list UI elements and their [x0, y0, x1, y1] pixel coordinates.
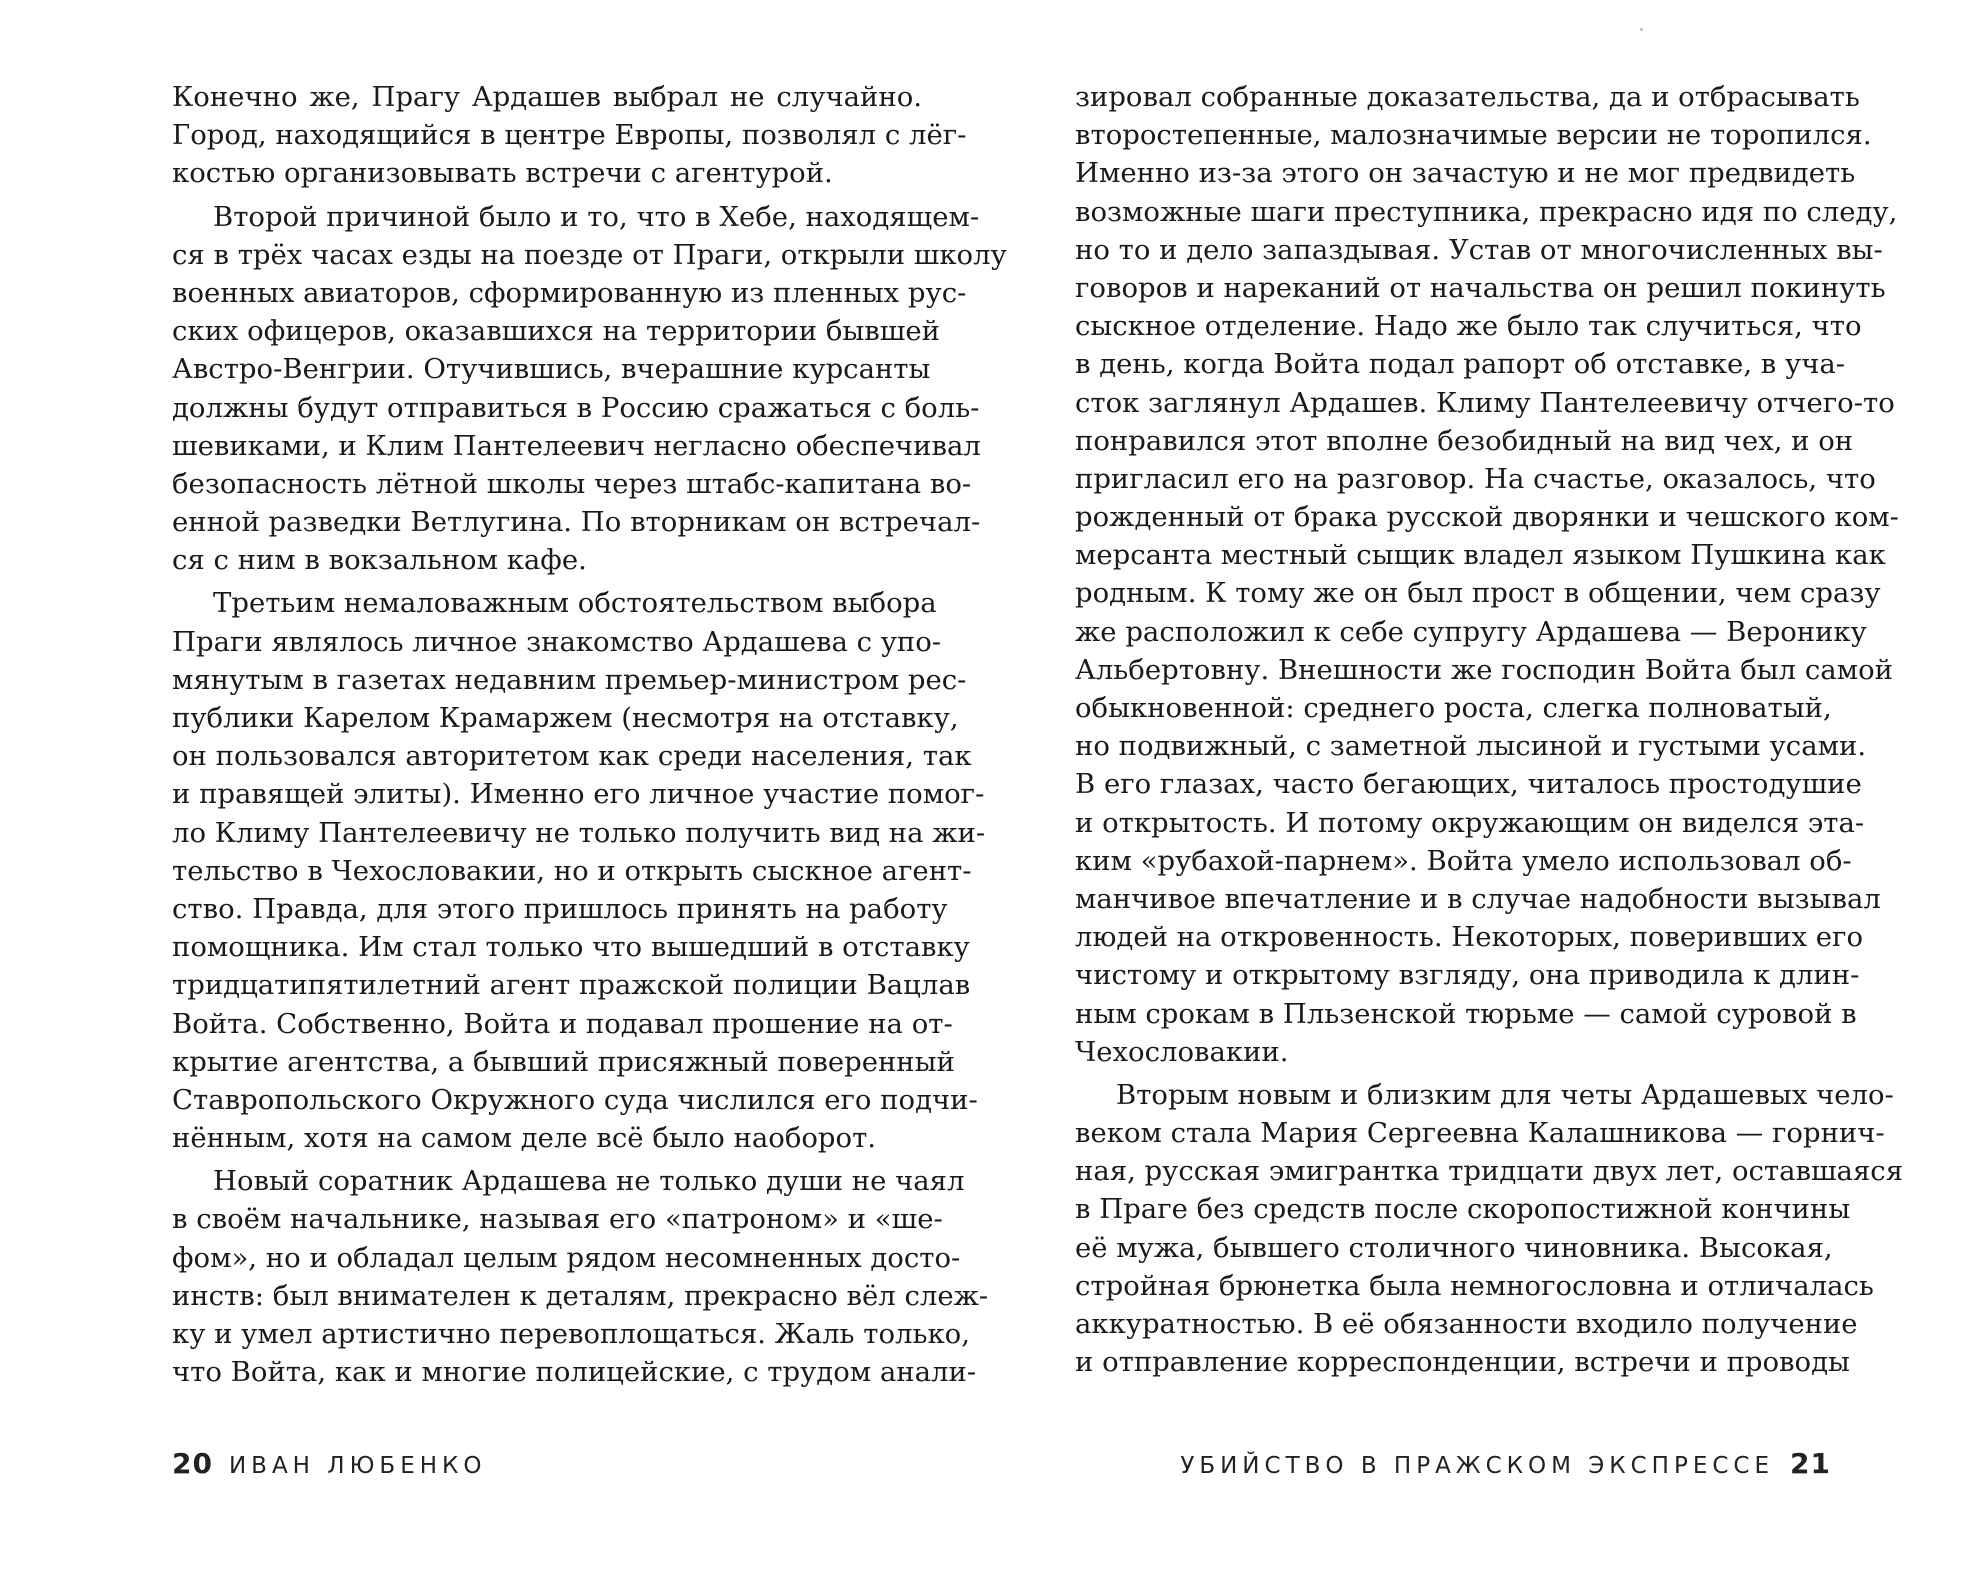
text-line: помощника. Им стал только что вышедший в отставку [172, 931, 970, 964]
text-line: Город, находящийся в центре Европы, позволял с лёг- [172, 119, 967, 152]
text-line: её мужа, бывшего столичного чиновника. Высокая, [1075, 1231, 1833, 1264]
left-page-footer [172, 1447, 486, 1480]
text-line: ная, русская эмигрантка тридцати двух лет, оставшаяся [1075, 1155, 1904, 1188]
text-line: шевиками, и Клим Пантелеевич негласно обеспечивал [172, 429, 981, 462]
text-line: что Войта, как и многие полицейские, с трудом анали- [172, 1356, 977, 1389]
text-line: должны будут отправиться в Россию сражаться с боль- [172, 391, 980, 424]
text-line: сыскное отделение. Надо же было так случиться, что [1075, 310, 1862, 343]
text-line: ким «рубахой-парнем». Войта умело использовал об- [1075, 844, 1852, 877]
text-line: ство. Правда, для этого пришлось принять на работу [172, 892, 948, 925]
text-line: Третьим немаловажным обстоятельством выбора [213, 587, 937, 620]
scan-speck [1640, 28, 1643, 31]
text-line: Новый соратник Ардашева не только души не чаял [213, 1165, 965, 1198]
text-line: людей на откровенность. Некоторых, поверивших его [1075, 921, 1864, 954]
text-line: понравился этот вполне безобидный на вид чех, и он [1075, 424, 1854, 457]
text-line: ских офицеров, оказавшихся на территории бывшей [172, 315, 940, 348]
text-line: крытие агентства, а бывший присяжный поверенный [172, 1045, 955, 1078]
text-line: стройная брюнетка была немногословна и отличалась [1075, 1269, 1874, 1302]
text-line: зировал собранные доказательства, да и отбрасывать [1075, 81, 1860, 113]
text-line: костью организовывать встречи с агентурой. [172, 157, 833, 190]
right-page-text [1075, 78, 1904, 1381]
text-line: Конечно же, Прагу Ардашев выбрал не случайно. [172, 81, 922, 113]
text-line: Альбертовну. Внешности же господин Войта был самой [1075, 653, 1893, 686]
text-line: ся в трёх часах езды на поезде от Праги, открыли школу [172, 238, 1007, 271]
page-number: 21 [1790, 1447, 1831, 1480]
text-line: нённым, хотя на самом деле всё было наоборот. [172, 1122, 877, 1155]
text-line: но подвижный, с заметной лысиной и густыми усами. [1075, 730, 1867, 763]
text-line: и отправление корреспонденции, встречи и проводы [1075, 1346, 1850, 1379]
text-line: и правящей элиты). Именно его личное участие помог- [172, 778, 985, 811]
text-line: мерсанта местный сыщик владел языком Пушкина как [1075, 539, 1886, 572]
text-line: Войта. Собственно, Войта и подавал прошение на от- [172, 1007, 953, 1040]
text-line: фом», но и обладал целым рядом несомненных досто- [172, 1241, 961, 1274]
text-line: Чехословакии. [1075, 1035, 1289, 1068]
text-line: енной разведки Ветлугина. По вторникам он встречал- [172, 506, 981, 539]
text-line: Ставропольского Окружного суда числился его подчи- [172, 1083, 978, 1116]
text-line: в Праге без средств после скоропостижной кончины [1075, 1193, 1851, 1226]
text-line: второстепенные, малозначимые версии не торопился. [1075, 119, 1872, 152]
text-line: родным. К тому же он был прост в общении, чем сразу [1075, 577, 1881, 610]
text-line: военных авиаторов, сформированную из пленных рус- [172, 276, 967, 309]
text-line: сток заглянул Ардашев. Климу Пантелеевичу отчего-то [1075, 386, 1895, 419]
text-line: ся с ним в вокзальном кафе. [172, 544, 587, 577]
text-line: и открытость. И потому окружающим он виделся эта- [1075, 806, 1865, 839]
text-line: рожденный от брака русской дворянки и чешского ком- [1075, 501, 1899, 534]
author-name: ИВАН ЛЮБЕНКО [228, 1453, 487, 1479]
text-line: манчивое впечатление и в случае надобности вызывал [1075, 882, 1881, 915]
left-page-text [172, 78, 1007, 1391]
text-line: мянутым в газетах недавним премьер-министром рес- [172, 663, 967, 696]
text-line: В его глазах, часто бегающих, читалось простодушие [1075, 768, 1862, 801]
text-line: безопасность лётной школы через штабс-капитана во- [172, 467, 972, 500]
text-line: веком стала Мария Сергеевна Калашникова — горнич- [1075, 1117, 1885, 1150]
text-line: в день, когда Войта подал рапорт об отставке, в уча- [1075, 348, 1846, 381]
book-title: УБИЙСТВО В ПРАЖСКОМ ЭКСПРЕССЕ [1180, 1453, 1775, 1479]
text-line: Праги являлось личное знакомство Ардашева с упо- [172, 625, 942, 658]
text-line: Второй причиной было и то, что в Хебе, находящем- [213, 200, 980, 233]
text-line: в своём начальнике, называя его «патроном» и «ше- [172, 1203, 943, 1236]
text-line: тельство в Чехословакии, но и открыть сыскное агент- [172, 854, 972, 887]
text-line: же расположил к себе супругу Ардашева — Веронику [1075, 615, 1867, 648]
text-line: аккуратностью. В её обязанности входило получение [1075, 1308, 1858, 1340]
text-line: он пользовался авторитетом как среди населения, так [172, 740, 972, 773]
text-line: ло Климу Пантелеевичу не только получить вид на жи- [172, 816, 986, 849]
page-number: 20 [172, 1447, 213, 1480]
right-page-footer [1180, 1447, 1831, 1480]
text-line: чистому и открытому взгляду, она приводила к длин- [1075, 959, 1860, 992]
text-line: Вторым новым и близким для четы Ардашевых чело- [1116, 1078, 1894, 1111]
text-line: ным срокам в Пльзенской тюрьме — самой суровой в [1075, 997, 1857, 1030]
text-line: инств: был внимателен к деталям, прекрасно вёл слеж- [172, 1279, 989, 1312]
text-line: обыкновенной: среднего роста, слегка полноватый, [1075, 692, 1832, 724]
text-line: говоров и нареканий от начальства он решил покинуть [1075, 271, 1886, 304]
text-line: пригласил его на разговор. На счастье, оказалось, что [1075, 462, 1876, 495]
text-line: Именно из-за этого он зачастую и не мог предвидеть [1075, 157, 1856, 190]
text-line: но то и дело запаздывая. Устав от многочисленных вы- [1075, 233, 1883, 266]
text-line: публики Карелом Крамаржем (несмотря на отставку, [172, 702, 959, 734]
text-line: тридцатипятилетний агент пражской полиции Вацлав [172, 969, 971, 1002]
text-line: возможные шаги преступника, прекрасно идя по следу, [1075, 195, 1898, 228]
text-line: ку и умел артистично перевоплощаться. Жаль только, [172, 1318, 970, 1350]
text-line: Австро-Венгрии. Отучившись, вчерашние курсанты [172, 353, 931, 386]
